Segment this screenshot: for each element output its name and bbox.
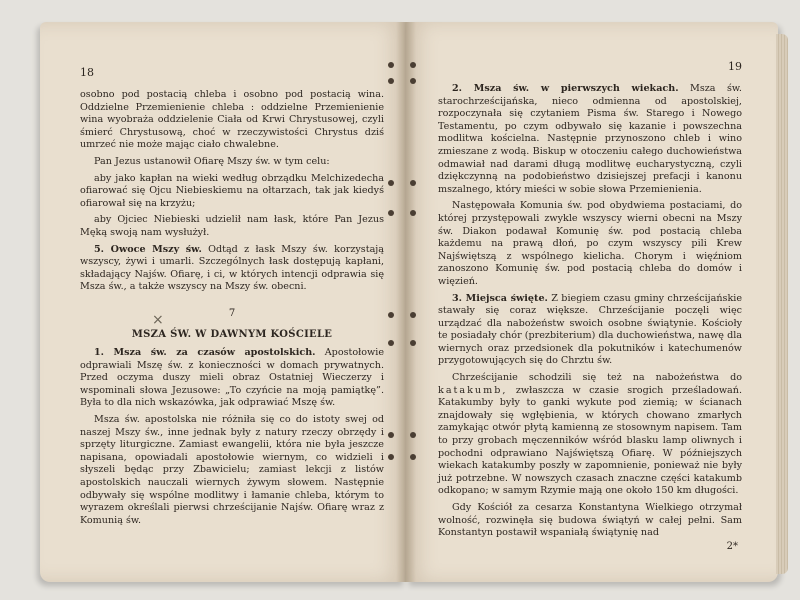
binding-hole <box>410 454 416 460</box>
paragraph <box>80 347 384 410</box>
paragraph-heading: 2. Msza św. w pierwszych wiekach. <box>452 83 679 94</box>
binding-hole <box>410 62 416 68</box>
open-book <box>40 22 770 584</box>
page-number-right: 19 <box>728 60 742 73</box>
binding-hole <box>388 340 394 346</box>
paragraph-text: Pan Jezus ustanowił Ofiarę Mszy św. w tym celu: <box>94 155 330 167</box>
paragraph-heading: 5. Owoce Mszy św. <box>94 243 202 255</box>
binding-hole <box>388 454 394 460</box>
paragraph-text: Z biegiem czasu gminy chrześcijańskie stawały się coraz większe. Chrześcijanie poczęli więc urządzać dla nabożeństw swoich osobne świątynie. Kościoły te posiadały chór (prezbiterium) dla duchowieństwa, nawę dla wiernych oraz przedsionek dla pokutników i katechumenów przygotowujących się do Chrztu św. <box>438 292 743 367</box>
book-gutter <box>396 22 416 582</box>
paragraph-text: Odtąd z łask Mszy św. korzystają wszyscy, żywi i umarli. Szczególnych łask dostępują kapłani, składający Najśw. Ofiarę, i ci, w których intencji odprawia się Msza św., a także wszyscy na Mszy św. obecni. <box>80 243 384 293</box>
paragraph-text: zwłaszcza w czasie srogich prześladowań. Katakumby były to ganki wykute pod ziemią; w ścianach znajdowały się wgłębienia, w których chowano zmarłych zamykając otwór płytą kamienną ze stosownym napisem. Tam to przy grobach męczenników wśród blasku lamp oliwnych i pochodni odprawiano Najświętszą Ofiarę. W późniejszych wiekach katakumby poszły w zapomnienie, ponieważ nie były już potrzebne. W nowszych czasach znaczne części katakumb odkopano; w samym Rzymie mają one około 150 km długości. <box>438 384 742 497</box>
binding-hole <box>388 312 394 318</box>
paragraph-heading: 1. Msza św. za czasów apostolskich. <box>94 347 316 359</box>
binding-hole <box>410 78 416 84</box>
paragraph: osobno pod postacią chleba i osobno pod postacią wina. Oddzielne Przemienienie chleba : oddzielne Przemienienie wina wyobraża oddzielenie Ciała od Krwi Chrystusowej, czyli śmierć Chrystusową, choć w rzeczywistości Chrystus dziś umrzeć nie może mając ciało chwalebne. <box>80 89 384 151</box>
paragraph <box>80 156 384 169</box>
paragraph: Msza św. apostolska nie różniła się co do istoty swej od naszej Mszy św., inne jednak były z natury rzeczy obrzędy i sprzęty liturgiczne. Zamiast ewangelii, która nie była jeszcze napisana, opowiadali apostołowie wiernym, co widzieli i słyszeli będąc przy Zbawicielu; zamiast lekcji z listów apostolskich nauczali wiernych żywym słowem. Następnie odbywały się wspólne modlitwy i łamanie chleba, którym to wyrazem określali pierwsi chrześcijanie Najśw. Ofiarę wraz z Komunią św. <box>80 414 384 526</box>
right-page <box>406 22 778 582</box>
section-number: 7 <box>228 307 236 319</box>
paragraph: aby Ojciec Niebieski udzielił nam łask, które Pan Jezus Męką swoją nam wysłużył. <box>80 214 384 238</box>
paragraph <box>438 372 742 498</box>
binding-hole <box>410 312 416 318</box>
binding-hole <box>410 210 416 216</box>
paragraph-text: Chrześcijanie schodzili się też na nabożeństwa do <box>452 372 742 384</box>
printer-signature: 2* <box>726 541 738 552</box>
binding-hole <box>410 340 416 346</box>
binding-hole <box>388 210 394 216</box>
binding-hole <box>410 432 416 438</box>
page-block-edge <box>776 34 788 574</box>
paragraph: Następowała Komunia św. pod obydwiema postaciami, do której przystępowali zwykle wszyscy wierni obecni na Mszy św. Diakon podawał Komunię św. pod postacią chleba każdemu na prawą dłoń, po czym wszyscy pili Krew Najświętszą z wspólnego kielicha. Chorym i więźniom zanoszono Komunię św. pod postacią chleba do domów i więzień. <box>438 200 742 287</box>
binding-hole <box>388 432 394 438</box>
binding-hole <box>388 62 394 68</box>
paragraph: aby jako kapłan na wieki według obrządku Melchizedecha ofiarować się Ojcu Niebieskiemu na ołtarzach, tak jak kiedyś ofiarował się na krzyżu; <box>80 172 384 209</box>
page-number-left: 18 <box>80 66 94 79</box>
binding-hole <box>410 180 416 186</box>
paragraph-text: Msza św. starochrześcijańska, nieco odmienna od apostolskiej, rozpoczynała się czytaniem Pisma św. Starego i Nowego Testamentu, po czym odbywało się kazanie i powszechna modlitwa kościelna. Następnie przynoszono chleb i wino zmieszane z wodą. Biskup w otoczeniu całego duchowieństwa odmawiał nad darami długą modlitwę eucharystyczną, czyli dziękczynną na podobieństwo dzisiejszej prefacji i kanonu mszalnego, który mieści w sobie słowa Przemienienia. <box>438 83 742 195</box>
left-page <box>40 22 406 582</box>
pencil-mark: × <box>152 312 164 328</box>
paragraph-text: Apostołowie odprawiali Mszę św. z konieczności w domach prywatnych. Przed oczyma duszy mieli obraz Ostatniej Wieczerzy i wspominali słowa Jezusowe: „To czyńcie na moją pamiątkę”. Była to dla nich wskazówka, jak odprawiać Mszę św. <box>80 347 384 409</box>
binding-hole <box>388 180 394 186</box>
paragraph-heading: 3. Miejsca święte. <box>452 292 548 304</box>
paragraph <box>80 244 384 294</box>
paragraph <box>438 293 742 369</box>
spaced-word: katakumb, <box>438 384 508 396</box>
binding-hole <box>388 78 394 84</box>
paragraph: Gdy Kościół za cesarza Konstantyna Wielkiego otrzymał wolność, rozwinęła się budowa świątyń w całej pełni. Sam Konstantyn postawił wspaniałą świątynię nad <box>438 502 742 539</box>
left-page-text <box>80 89 384 527</box>
right-page-text <box>438 83 742 540</box>
section-title: MSZA ŚW. W DAWNYM KOŚCIELE <box>131 328 333 340</box>
paragraph <box>438 83 742 196</box>
